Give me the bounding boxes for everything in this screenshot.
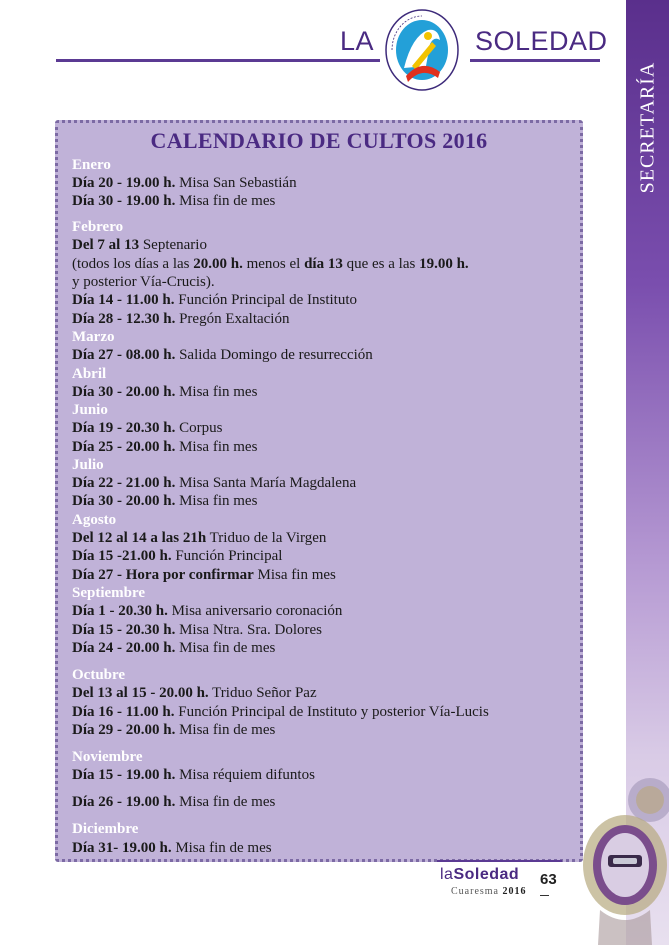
event-description: Misa San Sebastián bbox=[175, 175, 297, 191]
header-rule-right bbox=[470, 59, 600, 62]
event-date: Día 31- 19.00 h. bbox=[72, 840, 172, 856]
header-rule-left bbox=[56, 59, 380, 62]
event-date: Día 25 - 20.00 h. bbox=[72, 439, 176, 455]
footer-brand bbox=[440, 866, 519, 884]
event-description: Función Principal bbox=[171, 548, 283, 564]
event-description: Misa réquiem difuntos bbox=[175, 767, 315, 783]
event-line bbox=[72, 566, 336, 584]
event-description: Misa fin mes bbox=[253, 567, 336, 583]
event-line bbox=[72, 529, 326, 547]
event-date: Día 24 - 20.00 h. bbox=[72, 640, 176, 656]
event-text: (todos los días a las bbox=[72, 256, 194, 272]
brotherhood-emblem-icon bbox=[580, 760, 669, 945]
event-line bbox=[72, 684, 317, 702]
event-description: Misa fin de mes bbox=[171, 840, 272, 856]
event-description: Misa fin de mes bbox=[175, 193, 276, 209]
event-description: Misa aniversario coronación bbox=[167, 603, 343, 619]
event-line bbox=[72, 492, 257, 510]
event-line bbox=[72, 255, 469, 273]
event-line bbox=[72, 703, 489, 721]
event-date: Día 14 - 11.00 h. bbox=[72, 292, 175, 308]
month-heading: Diciembre bbox=[72, 821, 139, 837]
month-heading: Abril bbox=[72, 366, 107, 382]
event-description: Función Principal de Instituto y posterior Vía-Lucis bbox=[174, 704, 489, 720]
event-date: Día 16 - 11.00 h. bbox=[72, 704, 175, 720]
header-right-word: SOLEDAD bbox=[475, 26, 608, 56]
event-line bbox=[72, 474, 356, 492]
event-date: Día 27 - 08.00 h. bbox=[72, 347, 176, 363]
event-date: Día 22 - 21.00 h. bbox=[72, 475, 176, 491]
event-text: que es a las bbox=[342, 256, 420, 272]
footer-subtitle-year: 2016 bbox=[502, 886, 527, 897]
event-date: Día 30 - 19.00 h. bbox=[72, 193, 176, 209]
event-time: 19.00 h. bbox=[419, 256, 469, 272]
event-text: menos el bbox=[242, 256, 305, 272]
event-date: Día 15 - 19.00 h. bbox=[72, 767, 176, 783]
event-line bbox=[72, 174, 297, 192]
event-date: Día 20 - 19.00 h. bbox=[72, 175, 176, 191]
event-line bbox=[72, 291, 357, 309]
footer-subtitle-prefix: Cuaresma bbox=[451, 886, 503, 897]
event-description: Misa Santa María Magdalena bbox=[175, 475, 357, 491]
event-line bbox=[72, 346, 373, 364]
footer-brand-main: Soledad bbox=[453, 866, 520, 883]
month-heading: Julio bbox=[72, 457, 104, 473]
event-description: Pregón Exaltación bbox=[175, 311, 290, 327]
month-heading: Agosto bbox=[72, 512, 117, 528]
event-line bbox=[72, 721, 275, 739]
event-line bbox=[72, 602, 342, 620]
month-heading: Septiembre bbox=[72, 585, 146, 601]
event-line bbox=[72, 236, 207, 254]
event-date: Día 1 - 20.30 h. bbox=[72, 603, 168, 619]
event-date: Día 15 - 20.30 h. bbox=[72, 622, 176, 638]
event-date: Día 27 - Hora por confirmar bbox=[72, 567, 254, 583]
event-line bbox=[72, 621, 322, 639]
month-heading: Noviembre bbox=[72, 749, 143, 765]
event-line bbox=[72, 547, 282, 565]
month-heading: Marzo bbox=[72, 329, 115, 345]
event-description: Salida Domingo de resurrección bbox=[175, 347, 373, 363]
event-description: Misa Ntra. Sra. Dolores bbox=[175, 622, 322, 638]
event-line bbox=[72, 438, 257, 456]
event-date: Día 29 - 20.00 h. bbox=[72, 722, 176, 738]
page-number: 63 bbox=[540, 871, 557, 888]
event-description: Septenario bbox=[139, 237, 207, 253]
event-line bbox=[72, 273, 215, 291]
month-heading: Enero bbox=[72, 157, 111, 173]
footer-rule bbox=[437, 860, 562, 862]
event-date: Del 12 al 14 a las 21h bbox=[72, 530, 207, 546]
event-time: día 13 bbox=[304, 256, 343, 272]
header-left-word: LA bbox=[340, 26, 375, 56]
event-description: Misa fin mes bbox=[175, 384, 258, 400]
page-number-dash bbox=[540, 895, 549, 896]
event-date: Día 15 -21.00 h. bbox=[72, 548, 172, 564]
footer-brand-prefix: la bbox=[440, 866, 454, 883]
event-line bbox=[72, 766, 315, 784]
event-line bbox=[72, 310, 289, 328]
event-date: Del 13 al 15 - 20.00 h. bbox=[72, 685, 209, 701]
jubilee-logo-icon bbox=[382, 6, 462, 106]
event-description: Misa fin mes bbox=[175, 439, 258, 455]
month-heading: Junio bbox=[72, 402, 108, 418]
month-heading: Febrero bbox=[72, 219, 124, 235]
event-description: Misa fin mes bbox=[175, 493, 258, 509]
sidebar-label-wrap bbox=[626, 55, 669, 200]
event-description: Misa fin de mes bbox=[175, 640, 276, 656]
event-line bbox=[72, 839, 272, 857]
event-time: 20.00 h. bbox=[193, 256, 243, 272]
footer-subtitle bbox=[451, 886, 527, 897]
month-heading: Octubre bbox=[72, 667, 126, 683]
event-date: Día 26 - 19.00 h. bbox=[72, 794, 176, 810]
event-line bbox=[72, 383, 257, 401]
event-description: Misa fin de mes bbox=[175, 794, 276, 810]
event-date: Día 28 - 12.30 h. bbox=[72, 311, 176, 327]
event-date: Del 7 al 13 bbox=[72, 237, 140, 253]
event-description: Triduo Señor Paz bbox=[208, 685, 317, 701]
event-description: Triduo de la Virgen bbox=[206, 530, 327, 546]
event-description: Función Principal de Instituto bbox=[174, 292, 357, 308]
event-description: Misa fin de mes bbox=[175, 722, 276, 738]
event-line bbox=[72, 793, 275, 811]
event-date: Día 19 - 20.30 h. bbox=[72, 420, 176, 436]
event-description: Corpus bbox=[175, 420, 223, 436]
event-line bbox=[72, 639, 275, 657]
event-date: Día 30 - 20.00 h. bbox=[72, 384, 176, 400]
calendar-title: CALENDARIO DE CULTOS 2016 bbox=[150, 128, 488, 153]
sidebar-label: SECRETARÍA bbox=[636, 61, 658, 194]
event-line bbox=[72, 419, 222, 437]
event-date: Día 30 - 20.00 h. bbox=[72, 493, 176, 509]
event-line bbox=[72, 192, 275, 210]
event-description: y posterior Vía-Crucis). bbox=[72, 274, 215, 290]
